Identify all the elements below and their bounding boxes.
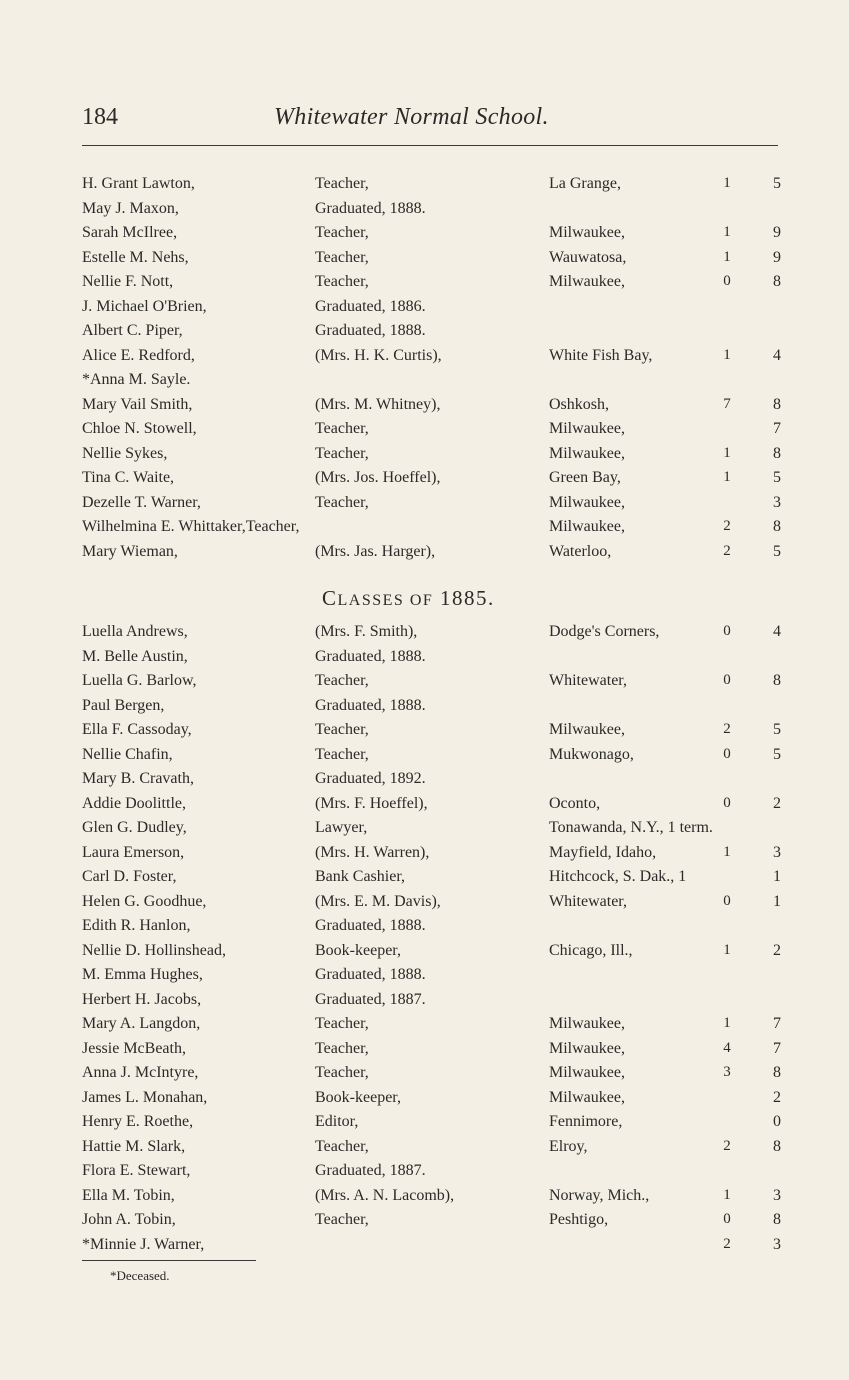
alumni-row: [82, 175, 782, 200]
alumni-occupation: Teacher,: [315, 493, 369, 511]
alumni-place: Norway, Mich.,: [549, 1186, 650, 1204]
alumni-name: Henry E. Roethe,: [82, 1113, 194, 1130]
alumni-months: 3: [773, 493, 781, 511]
alumni-years: 0: [723, 273, 731, 289]
alumni-name: Luella Andrews,: [82, 623, 188, 640]
alumni-list-1885: [82, 623, 782, 1260]
alumni-row: [82, 893, 782, 918]
alumni-years: 1: [723, 941, 731, 958]
alumni-years: 0: [723, 794, 731, 811]
alumni-occupation: Graduated, 1888.: [315, 917, 426, 934]
alumni-occupation: Teacher,: [315, 248, 369, 266]
alumni-place: Milwaukee,: [549, 1088, 625, 1106]
alumni-place: Oshkosh,: [549, 395, 610, 413]
alumni-occupation: Teacher,: [315, 1211, 369, 1228]
alumni-place: Milwaukee,: [549, 444, 625, 462]
alumni-occupation: Teacher,: [315, 273, 369, 290]
alumni-name: Albert C. Piper,: [82, 322, 183, 339]
page-header: [82, 104, 778, 138]
alumni-occupation: Graduated, 1887.: [315, 990, 426, 1008]
alumni-row: [82, 1236, 782, 1261]
alumni-years: 1: [723, 1186, 731, 1203]
alumni-name: Carl D. Foster,: [82, 868, 177, 885]
alumni-row: [82, 371, 782, 396]
alumni-row: [82, 819, 782, 844]
alumni-occupation: Graduated, 1888.: [315, 647, 426, 665]
alumni-name: Luella G. Barlow,: [82, 672, 197, 689]
alumni-row: [82, 991, 782, 1016]
alumni-row: [82, 746, 782, 771]
alumni-months: 8: [773, 518, 781, 535]
alumni-row: [82, 623, 782, 648]
alumni-name: May J. Maxon,: [82, 199, 179, 217]
alumni-row: [82, 1113, 782, 1138]
alumni-place: Milwaukee,: [549, 273, 625, 290]
alumni-row: [82, 543, 782, 568]
alumni-months: 8: [773, 1211, 781, 1228]
header-rule: [82, 145, 778, 146]
alumni-months: 9: [773, 224, 781, 241]
page-number: 184: [82, 104, 118, 130]
alumni-name: Ella F. Cassoday,: [82, 721, 192, 738]
alumni-occupation: (Mrs. E. M. Davis),: [315, 892, 441, 910]
alumni-name: John A. Tobin,: [82, 1211, 176, 1228]
alumni-years: 1: [723, 444, 731, 461]
alumni-name: Wilhelmina E. Whittaker,Teacher,: [82, 518, 300, 535]
alumni-name: Sarah McIlree,: [82, 224, 178, 241]
alumni-name: Herbert H. Jacobs,: [82, 990, 202, 1008]
alumni-months: 5: [773, 542, 781, 560]
alumni-row: [82, 396, 782, 421]
alumni-row: [82, 518, 782, 543]
alumni-months: 1: [773, 868, 781, 885]
alumni-years: 1: [723, 248, 731, 265]
alumni-occupation: Book-keeper,: [315, 941, 401, 959]
alumni-years: 0: [723, 623, 731, 639]
alumni-years: 0: [723, 745, 731, 762]
alumni-row: [82, 1040, 782, 1065]
alumni-months: 8: [773, 1137, 781, 1155]
alumni-occupation: Teacher,: [315, 1064, 369, 1081]
alumni-place: Milwaukee,: [549, 1064, 625, 1081]
alumni-row: [82, 648, 782, 673]
alumni-name: Glen G. Dudley,: [82, 819, 187, 836]
alumni-place: Wauwatosa,: [549, 248, 627, 266]
alumni-occupation: Teacher,: [315, 1137, 369, 1155]
alumni-row: [82, 322, 782, 347]
alumni-occupation: Teacher,: [315, 721, 369, 738]
alumni-years: 7: [723, 395, 731, 412]
alumni-occupation: (Mrs. Jos. Hoeffel),: [315, 469, 441, 486]
alumni-place: Dodge's Corners,: [549, 623, 660, 640]
alumni-years: 2: [723, 1137, 731, 1154]
alumni-occupation: Teacher,: [315, 1015, 369, 1032]
alumni-years: 2: [723, 542, 731, 559]
alumni-name: *Minnie J. Warner,: [82, 1235, 205, 1253]
alumni-place: Milwaukee,: [549, 420, 625, 437]
alumni-name: J. Michael O'Brien,: [82, 297, 207, 315]
alumni-row: [82, 1211, 782, 1236]
alumni-place: Chicago, Ill.,: [549, 941, 633, 959]
alumni-place: Milwaukee,: [549, 1039, 625, 1057]
alumni-place: Green Bay,: [549, 469, 621, 486]
alumni-occupation: Graduated, 1888.: [315, 966, 426, 983]
alumni-place: La Grange,: [549, 175, 621, 192]
alumni-years: 1: [723, 843, 731, 860]
alumni-occupation: Graduated, 1888.: [315, 696, 426, 714]
alumni-name: Addie Doolittle,: [82, 794, 186, 812]
alumni-name: Mary Wieman,: [82, 542, 178, 560]
class-heading-smallcaps: LASSES OF: [337, 592, 434, 609]
alumni-occupation: (Mrs. H. Warren),: [315, 843, 430, 861]
alumni-occupation: Graduated, 1886.: [315, 297, 426, 315]
alumni-place: White Fish Bay,: [549, 346, 653, 364]
alumni-occupation: (Mrs. Jas. Harger),: [315, 542, 436, 560]
class-heading: [322, 586, 495, 611]
alumni-row: [82, 770, 782, 795]
alumni-row: [82, 1015, 782, 1040]
alumni-months: 5: [773, 469, 781, 486]
alumni-row: [82, 795, 782, 820]
alumni-months: 7: [773, 1039, 781, 1057]
alumni-years: 1: [723, 1015, 731, 1031]
alumni-occupation: Teacher,: [315, 444, 369, 462]
alumni-row: [82, 420, 782, 445]
alumni-months: 5: [773, 175, 781, 192]
alumni-name: Nellie Sykes,: [82, 444, 168, 462]
alumni-row: [82, 844, 782, 869]
alumni-list-1884: [82, 175, 782, 567]
alumni-name: *Anna M. Sayle.: [82, 371, 191, 388]
alumni-row: [82, 697, 782, 722]
alumni-occupation: Teacher,: [315, 672, 369, 689]
alumni-months: 3: [773, 1186, 781, 1204]
alumni-name: Alice E. Redford,: [82, 346, 195, 364]
running-title: Whitewater Normal School.: [274, 104, 549, 130]
alumni-place: Milwaukee,: [549, 721, 625, 738]
alumni-place: Elroy,: [549, 1137, 588, 1155]
alumni-place: Peshtigo,: [549, 1211, 609, 1228]
alumni-months: 3: [773, 1235, 781, 1253]
alumni-years: 0: [723, 672, 731, 688]
alumni-occupation: Teacher,: [315, 1039, 369, 1057]
alumni-name: Mary B. Cravath,: [82, 770, 194, 787]
alumni-row: [82, 1162, 782, 1187]
alumni-name: Paul Bergen,: [82, 696, 165, 714]
alumni-name: M. Emma Hughes,: [82, 966, 203, 983]
alumni-months: 8: [773, 444, 781, 462]
alumni-years: 1: [723, 224, 731, 240]
alumni-row: [82, 721, 782, 746]
alumni-row: [82, 469, 782, 494]
alumni-name: Mary Vail Smith,: [82, 395, 193, 413]
alumni-occupation: (Mrs. H. K. Curtis),: [315, 346, 442, 364]
alumni-months: 7: [773, 1015, 781, 1032]
alumni-years: 2: [723, 721, 731, 737]
alumni-months: 8: [773, 273, 781, 290]
alumni-occupation: (Mrs. F. Smith),: [315, 623, 418, 640]
alumni-row: [82, 917, 782, 942]
alumni-years: 4: [723, 1039, 731, 1056]
alumni-row: [82, 494, 782, 519]
alumni-name: Estelle M. Nehs,: [82, 248, 189, 266]
alumni-name: James L. Monahan,: [82, 1088, 208, 1106]
alumni-occupation: (Mrs. F. Hoeffel),: [315, 794, 428, 812]
alumni-name: Dezelle T. Warner,: [82, 493, 201, 511]
alumni-occupation: Editor,: [315, 1113, 359, 1130]
alumni-months: 5: [773, 745, 781, 763]
alumni-months: 8: [773, 672, 781, 689]
alumni-months: 9: [773, 248, 781, 266]
alumni-occupation: Graduated, 1887.: [315, 1162, 426, 1179]
alumni-name: Mary A. Langdon,: [82, 1015, 201, 1032]
alumni-row: [82, 200, 782, 225]
alumni-row: [82, 298, 782, 323]
alumni-place: Milwaukee,: [549, 518, 625, 535]
alumni-occupation: Book-keeper,: [315, 1088, 401, 1106]
alumni-place: Milwaukee,: [549, 1015, 625, 1032]
alumni-place: Whitewater,: [549, 672, 627, 689]
alumni-months: 7: [773, 420, 781, 437]
alumni-occupation: Bank Cashier,: [315, 868, 406, 885]
alumni-name: Laura Emerson,: [82, 843, 185, 861]
alumni-row: [82, 942, 782, 967]
alumni-months: 5: [773, 721, 781, 738]
alumni-name: Nellie Chafin,: [82, 745, 173, 763]
alumni-place: Fennimore,: [549, 1113, 623, 1130]
alumni-place: Mukwonago,: [549, 745, 634, 763]
alumni-years: 1: [723, 469, 731, 485]
class-heading-year: 1885.: [440, 586, 495, 610]
alumni-row: [82, 224, 782, 249]
alumni-occupation: (Mrs. M. Whitney),: [315, 395, 441, 413]
alumni-row: [82, 1089, 782, 1114]
alumni-row: [82, 1064, 782, 1089]
alumni-years: 1: [723, 175, 731, 191]
alumni-name: Flora E. Stewart,: [82, 1162, 191, 1179]
alumni-occupation: Lawyer,: [315, 819, 368, 836]
alumni-occupation: Teacher,: [315, 175, 369, 192]
alumni-place: Whitewater,: [549, 892, 627, 910]
alumni-months: 2: [773, 941, 781, 959]
alumni-place: Mayfield, Idaho,: [549, 843, 657, 861]
alumni-place: Milwaukee,: [549, 493, 625, 511]
footnote: *Deceased.: [110, 1268, 170, 1283]
alumni-name: Nellie F. Nott,: [82, 273, 174, 290]
alumni-occupation: Graduated, 1888.: [315, 199, 426, 217]
alumni-name: Edith R. Hanlon,: [82, 917, 191, 934]
alumni-years: 0: [723, 892, 731, 909]
alumni-row: [82, 273, 782, 298]
alumni-years: 2: [723, 1235, 731, 1252]
alumni-occupation: (Mrs. A. N. Lacomb),: [315, 1186, 455, 1204]
alumni-place: Hitchcock, S. Dak., 1: [549, 868, 687, 885]
footnote-rule: [82, 1260, 256, 1261]
alumni-name: Tina C. Waite,: [82, 469, 175, 486]
alumni-row: [82, 445, 782, 470]
alumni-row: [82, 249, 782, 274]
alumni-name: Nellie D. Hollinshead,: [82, 941, 226, 959]
alumni-row: [82, 1187, 782, 1212]
alumni-row: [82, 1138, 782, 1163]
alumni-place: Waterloo,: [549, 542, 612, 560]
alumni-occupation: Graduated, 1888.: [315, 322, 426, 339]
alumni-place: Oconto,: [549, 794, 601, 812]
alumni-name: Hattie M. Slark,: [82, 1137, 186, 1155]
alumni-months: 2: [773, 794, 781, 812]
class-heading-initial: C: [322, 586, 338, 610]
alumni-name: Anna J. McIntyre,: [82, 1064, 199, 1081]
alumni-occupation: Graduated, 1892.: [315, 770, 426, 787]
alumni-place: Milwaukee,: [549, 224, 625, 241]
alumni-months: 2: [773, 1088, 781, 1106]
alumni-months: 8: [773, 1064, 781, 1081]
alumni-row: [82, 672, 782, 697]
alumni-months: 0: [773, 1113, 781, 1130]
alumni-place: Tonawanda, N.Y., 1 term.: [549, 819, 713, 836]
alumni-months: 3: [773, 843, 781, 861]
alumni-months: 8: [773, 395, 781, 413]
alumni-name: M. Belle Austin,: [82, 647, 188, 665]
alumni-name: Chloe N. Stowell,: [82, 420, 197, 437]
alumni-years: 0: [723, 1211, 731, 1227]
alumni-name: Jessie McBeath,: [82, 1039, 186, 1057]
alumni-occupation: Teacher,: [315, 745, 369, 763]
alumni-row: [82, 347, 782, 372]
alumni-years: 1: [723, 346, 731, 363]
alumni-years: 3: [723, 1064, 731, 1080]
alumni-months: 4: [773, 623, 781, 640]
alumni-row: [82, 868, 782, 893]
alumni-months: 4: [773, 346, 781, 364]
alumni-months: 1: [773, 892, 781, 910]
alumni-years: 2: [723, 518, 731, 534]
alumni-name: H. Grant Lawton,: [82, 175, 195, 192]
alumni-occupation: Teacher,: [315, 224, 369, 241]
alumni-row: [82, 966, 782, 991]
alumni-name: Ella M. Tobin,: [82, 1186, 175, 1204]
alumni-occupation: Teacher,: [315, 420, 369, 437]
alumni-name: Helen G. Goodhue,: [82, 892, 207, 910]
